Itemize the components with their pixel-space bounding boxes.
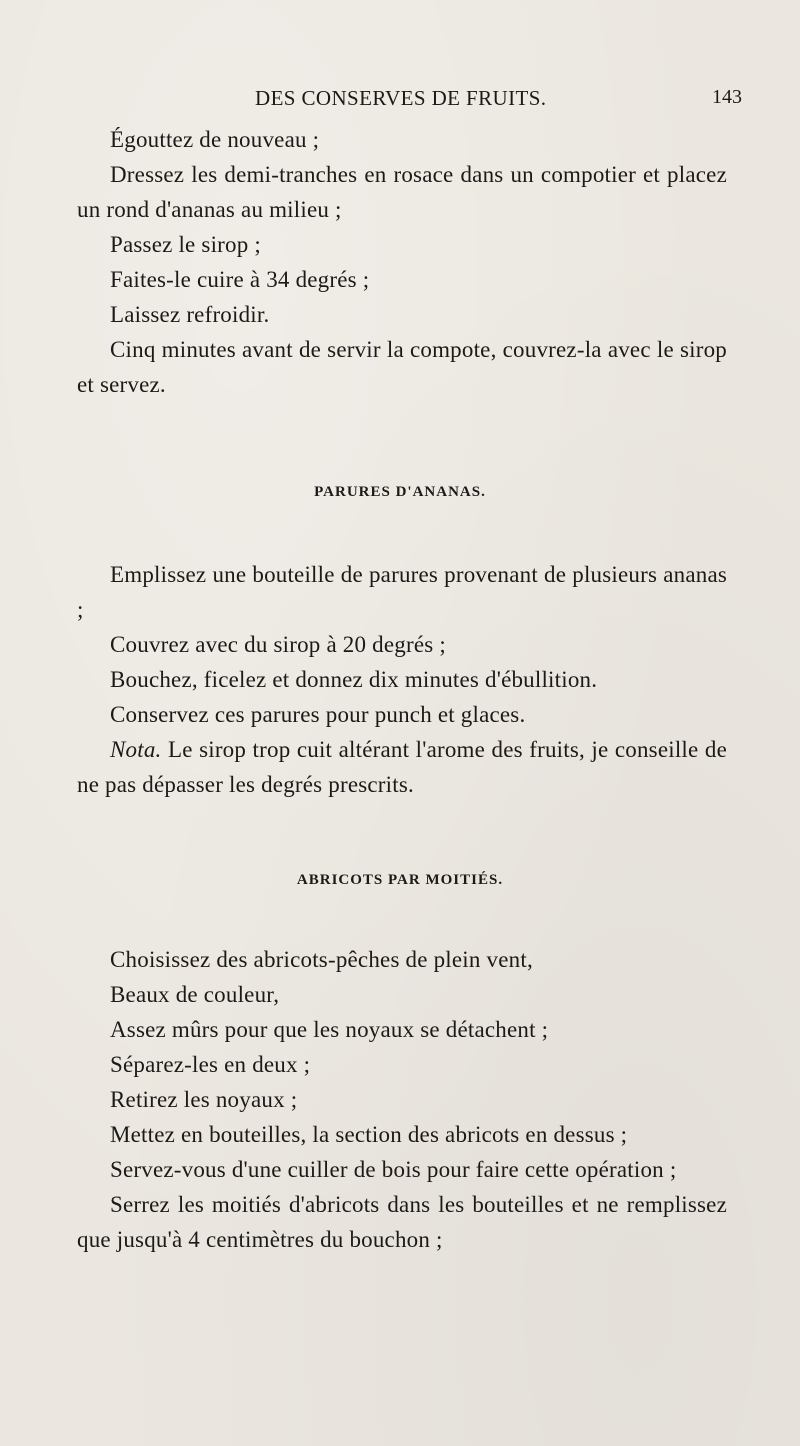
running-head xyxy=(0,86,800,116)
paragraph: Faites-le cuire à 34 degrés ; xyxy=(110,267,370,292)
paragraph: Emplissez une bouteille de parures provenant de plusieurs ananas ; xyxy=(77,562,727,622)
paragraph: Retirez les noyaux ; xyxy=(110,1087,298,1112)
paragraph: Choisissez des abricots-pêches de plein vent, xyxy=(110,947,533,972)
paragraph: Séparez-les en deux ; xyxy=(110,1052,311,1077)
nota-text: Le sirop trop cuit altérant l'arome des fruits, je conseille de ne pas dépasser les degrés prescrits. xyxy=(77,737,727,797)
paragraph: Passez le sirop ; xyxy=(110,232,261,257)
paragraph: Égouttez de nouveau ; xyxy=(110,127,320,152)
paragraph: Servez-vous d'une cuiller de bois pour faire cette opération ; xyxy=(110,1157,677,1182)
section-parures xyxy=(77,557,727,802)
paragraph: Laissez refroidir. xyxy=(110,302,270,327)
paragraph: Assez mûrs pour que les noyaux se détachent ; xyxy=(110,1017,549,1042)
nota-paragraph xyxy=(77,732,727,802)
section-heading-parures: PARURES D'ANANAS. xyxy=(314,484,486,500)
running-title: DES CONSERVES DE FRUITS. xyxy=(255,86,547,110)
paragraph: Conservez ces parures pour punch et glaces. xyxy=(110,702,526,727)
paragraph: Mettez en bouteilles, la section des abricots en dessus ; xyxy=(110,1122,628,1147)
paragraph: Beaux de couleur, xyxy=(110,982,280,1007)
paragraph: Bouchez, ficelez et donnez dix minutes d'ébullition. xyxy=(110,667,598,692)
section-pineapple-compote xyxy=(77,122,727,402)
paragraph: Serrez les moitiés d'abricots dans les bouteilles et ne remplissez que jusqu'à 4 centimètres du bouchon ; xyxy=(77,1192,727,1252)
section-abricots xyxy=(77,942,727,1257)
nota-label: Nota. xyxy=(110,737,162,762)
paragraph: Dressez les demi-tranches en rosace dans un compotier et placez un rond d'ananas au milieu ; xyxy=(77,162,727,222)
paragraph: Cinq minutes avant de servir la compote, couvrez-la avec le sirop et servez. xyxy=(77,337,727,397)
page-number: 143 xyxy=(712,86,742,108)
section-heading-abricots: ABRICOTS PAR MOITIÉS. xyxy=(296,872,504,888)
paragraph: Couvrez avec du sirop à 20 degrés ; xyxy=(110,632,446,657)
